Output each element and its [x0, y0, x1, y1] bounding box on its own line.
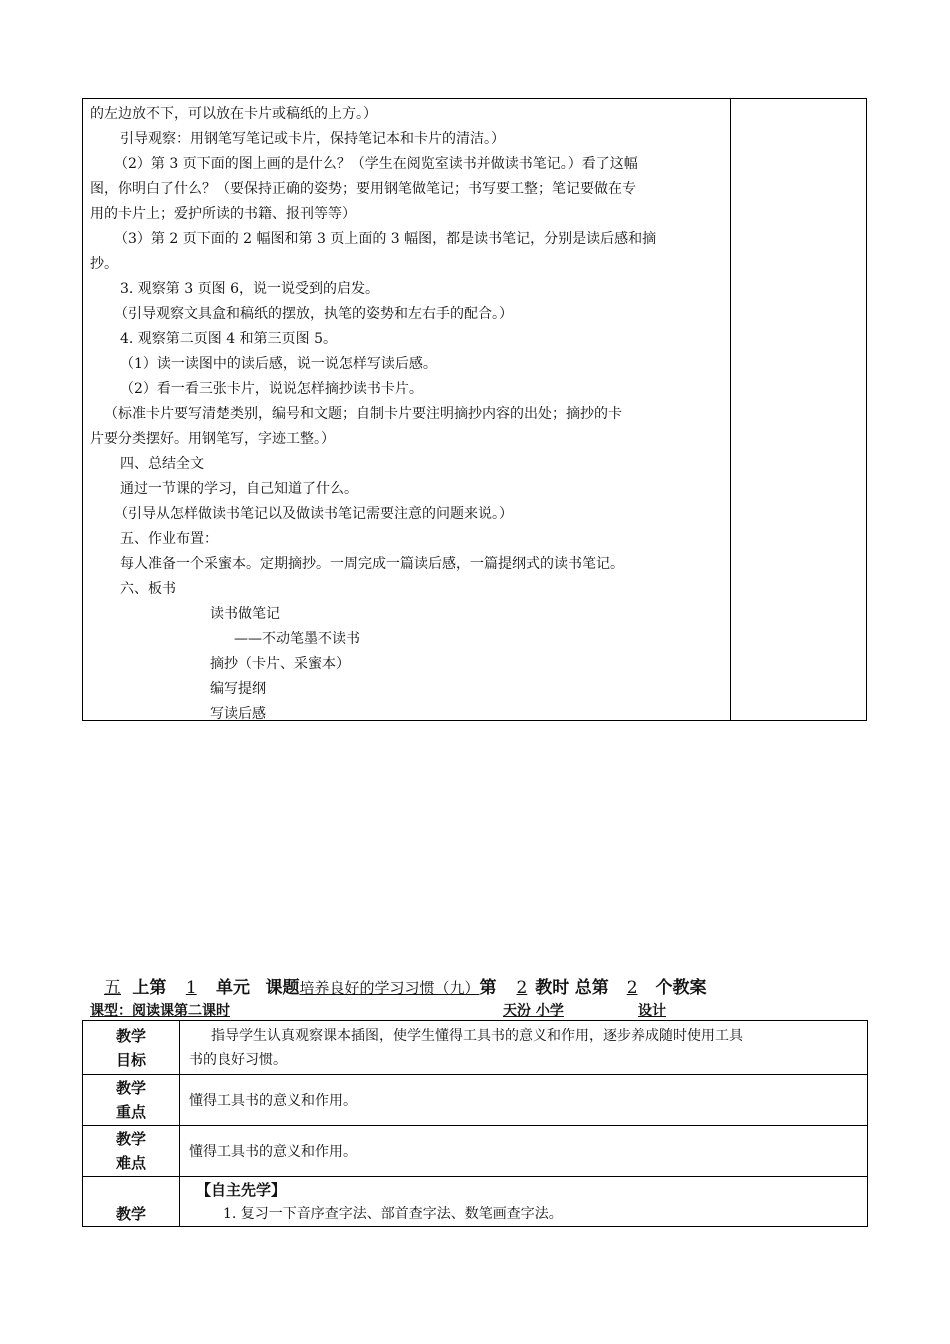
unit-number: 1 — [185, 978, 197, 998]
text-line: （3）第 2 页下面的 2 幅图和第 3 页上面的 3 幅图，都是读书笔记，分别是读后感和摘 — [114, 231, 657, 247]
unit-label: 单元 — [216, 978, 251, 998]
section-heading: 【自主先学】 — [196, 1181, 287, 1199]
topic: 培养良好的学习习惯（九） — [299, 979, 480, 997]
board-title: 读书做笔记 — [210, 606, 280, 622]
board-item: 编写提纲 — [210, 681, 266, 697]
process-text: 1. 复习一下音序查字法、部首查字法、数笔画查字法。 — [223, 1206, 563, 1222]
table-divider — [83, 1125, 867, 1126]
text-line: 四、总结全文 — [120, 456, 204, 472]
lesson-number: 2 — [516, 978, 528, 998]
lesson-type: 课型：阅读课第二课时 — [90, 1003, 230, 1019]
text-line: 图，你明白了什么？（要保持正确的姿势；要用钢笔做笔记；书写要工整；笔记要做在专 — [90, 181, 636, 197]
semester-label: 上第 — [132, 978, 167, 998]
lesson-prefix: 第 — [479, 978, 497, 998]
table-divider — [83, 1074, 867, 1075]
text-line: 每人准备一个采蜜本。定期摘抄。一周完成一篇读后感，一篇提纲式的读书笔记。 — [120, 556, 624, 572]
total-prefix: 总第 — [574, 978, 609, 998]
lesson-subheader — [90, 1000, 706, 1020]
text-line: （引导观察文具盒和稿纸的摆放，执笔的姿势和左右手的配合。） — [114, 306, 513, 322]
text-line: 五、作业布置： — [120, 531, 218, 547]
row-label: 重点 — [115, 1103, 146, 1121]
table-divider — [83, 1176, 867, 1177]
lesson-plan-table — [82, 1020, 868, 1227]
text-line: （2）第 3 页下面的图上画的是什么？（学生在阅览室读书并做读书笔记。）看了这幅 — [114, 156, 638, 172]
school: 天汾 小学 — [503, 1003, 564, 1019]
objectives-text: 指导学生认真观察课本插图，使学生懂得工具书的意义和作用，逐步养成随时使用工具 — [211, 1028, 743, 1044]
lesson-header — [90, 973, 707, 998]
total-number: 2 — [626, 978, 638, 998]
objectives-text: 书的良好习惯。 — [189, 1052, 287, 1068]
text-line: （2）看一看三张卡片，说说怎样摘抄读书卡片。 — [120, 381, 423, 397]
row-label: 目标 — [115, 1051, 146, 1069]
board-item: 写读后感 — [210, 706, 266, 722]
text-line: 引导观察：用钢笔写笔记或卡片，保持笔记本和卡片的清洁。） — [120, 131, 505, 147]
row-label: 教学 — [115, 1205, 146, 1223]
row-label: 教学 — [115, 1027, 146, 1045]
key-point-text: 懂得工具书的意义和作用。 — [189, 1093, 357, 1109]
text-line: 3. 观察第 3 页图 6，说一说受到的启发。 — [120, 281, 379, 297]
total-label: 个教案 — [655, 978, 707, 998]
table-divider — [179, 1021, 180, 1226]
lesson-label: 教时 — [535, 978, 570, 998]
topic-label: 课题 — [265, 978, 300, 998]
text-line: 抄。 — [90, 256, 118, 272]
lesson-content-table — [82, 98, 867, 721]
board-item: 摘抄（卡片、采蜜本） — [210, 656, 350, 672]
row-label: 教学 — [115, 1130, 146, 1148]
grade: 五 — [104, 978, 121, 998]
text-line: 4. 观察第二页图 4 和第三页图 5。 — [120, 331, 337, 347]
text-line: 通过一节课的学习，自己知道了什么。 — [120, 481, 358, 497]
difficulty-text: 懂得工具书的意义和作用。 — [189, 1144, 357, 1160]
text-line: （1）读一读图中的读后感，说一说怎样写读后感。 — [120, 356, 437, 372]
text-line: 的左边放不下，可以放在卡片或稿纸的上方。） — [90, 106, 377, 122]
row-label: 教学 — [115, 1079, 146, 1097]
text-line: 用的卡片上；爱护所读的书籍、报刊等等） — [90, 206, 356, 222]
table-divider — [730, 99, 731, 720]
row-label: 难点 — [115, 1154, 146, 1172]
text-line: 片要分类摆好。用钢笔写，字迹工整。） — [90, 431, 335, 447]
board-subtitle: ——不动笔墨不读书 — [234, 631, 360, 647]
text-line: （标准卡片要写清楚类别，编号和文题；自制卡片要注明摘抄内容的出处；摘抄的卡 — [104, 406, 622, 422]
text-line: （引导从怎样做读书笔记以及做读书笔记需要注意的问题来说。） — [114, 506, 513, 522]
text-line: 六、板书 — [120, 581, 176, 597]
design-label: 设计 — [638, 1003, 666, 1019]
